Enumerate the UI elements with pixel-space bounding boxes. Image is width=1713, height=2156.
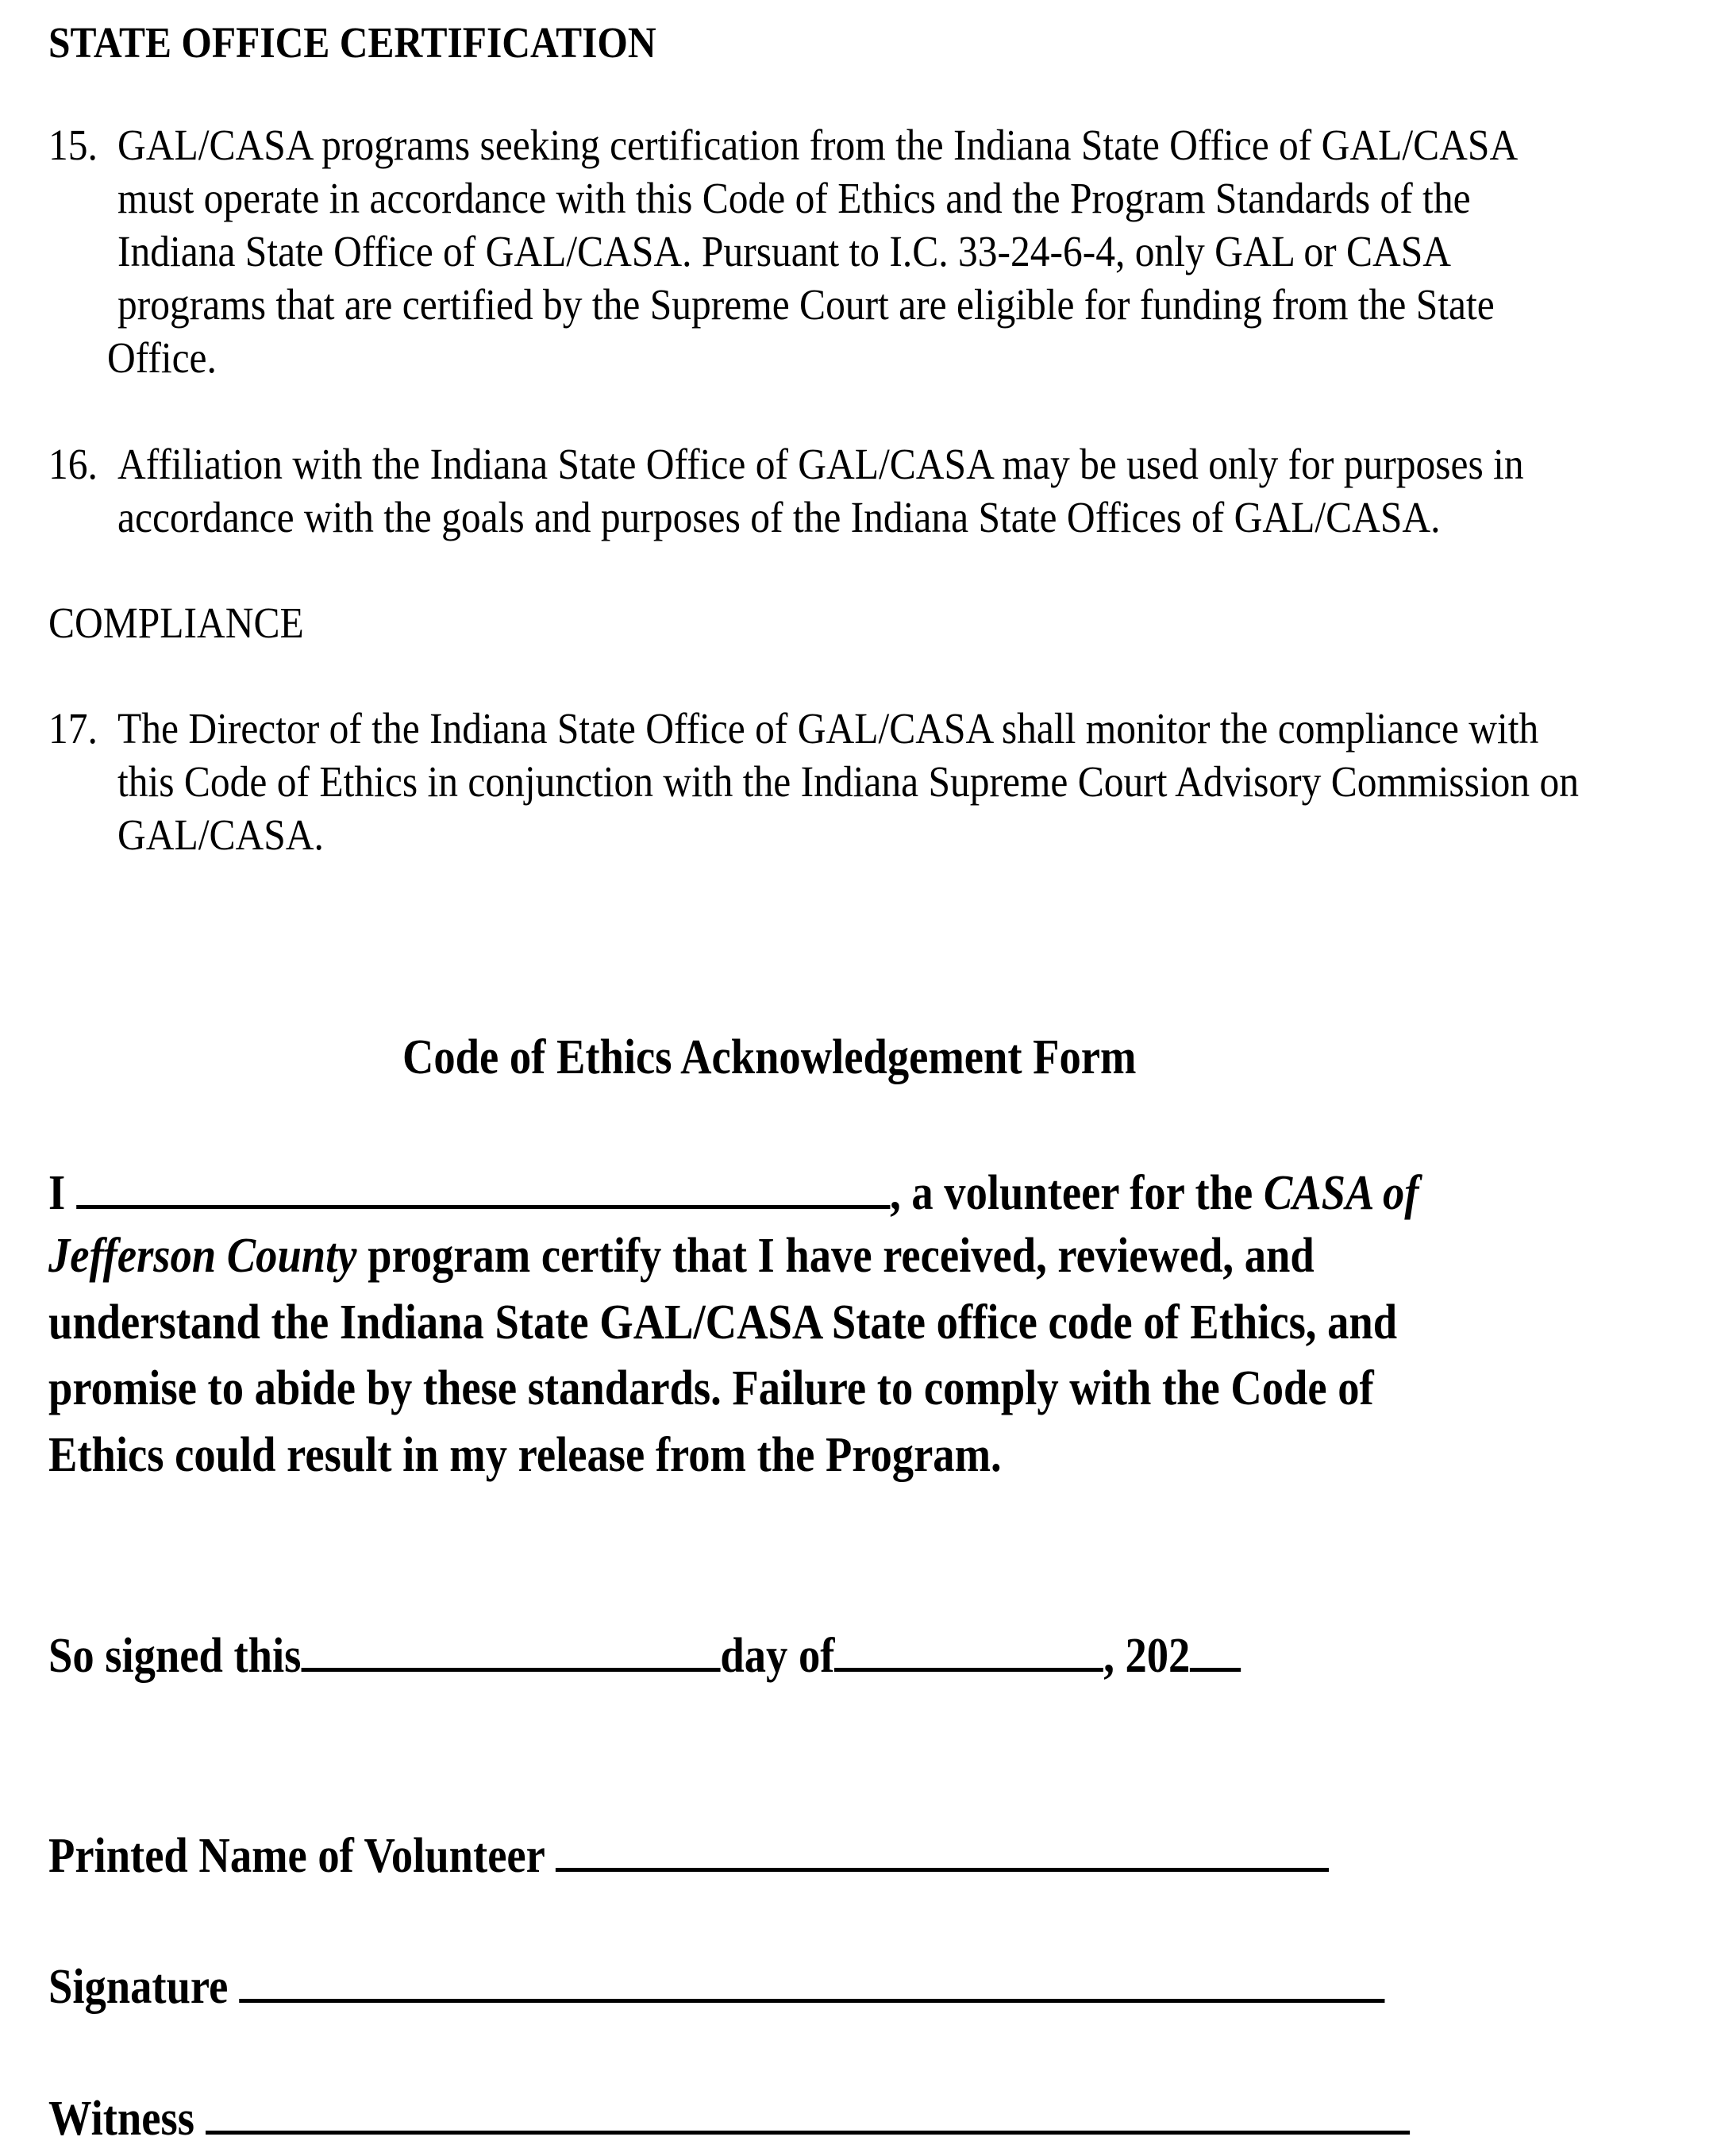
acknowledgement-text: program certify that I have received, reviewed, and — [356, 1229, 1315, 1283]
year-label: , 202 — [1103, 1629, 1191, 1683]
month-blank[interactable] — [834, 1628, 1103, 1672]
item-16-number: 16. — [48, 440, 98, 488]
item-17-line: GAL/CASA. — [117, 810, 324, 859]
item-17-line: The Director of the Indiana State Office of GAL/CASA shall monitor the compliance with — [117, 704, 1539, 753]
county-name: Jefferson County — [48, 1229, 357, 1283]
acknowledgement-line-1 — [48, 1165, 1419, 1218]
compliance-heading: COMPLIANCE — [48, 599, 304, 647]
signature-line — [48, 1959, 1384, 2012]
state-office-heading: STATE OFFICE CERTIFICATION — [48, 18, 656, 67]
item-15-line: Office. — [107, 333, 217, 382]
volunteer-name-blank[interactable] — [76, 1165, 890, 1209]
item-15-number: 15. — [48, 121, 98, 169]
item-15-line: Indiana State Office of GAL/CASA. Pursuant to I.C. 33-24-6-4, only GAL or CASA — [117, 227, 1452, 275]
program-name: CASA of — [1263, 1166, 1419, 1220]
acknowledgement-line-2 — [48, 1229, 1315, 1283]
printed-name-blank[interactable] — [556, 1828, 1329, 1872]
signature-label: Signature — [48, 1960, 240, 2014]
witness-blank[interactable] — [206, 2091, 1410, 2135]
item-15-line: GAL/CASA programs seeking certification from the Indiana State Office of GAL/CASA — [117, 121, 1519, 169]
item-16-line: accordance with the goals and purposes of the Indiana State Offices of GAL/CASA. — [117, 493, 1441, 541]
witness-label: Witness — [48, 2092, 206, 2146]
acknowledgement-line-5: Ethics could result in my release from the Program. — [48, 1428, 1002, 1482]
acknowledgement-line-4: promise to abide by these standards. Failure to comply with the Code of — [48, 1361, 1374, 1415]
item-17-number: 17. — [48, 704, 98, 753]
item-16-line: Affiliation with the Indiana State Office of GAL/CASA may be used only for purposes in — [117, 440, 1524, 488]
form-title: Code of Ethics Acknowledgement Form — [402, 1030, 1137, 1084]
acknowledgement-line-3: understand the Indiana State GAL/CASA State office code of Ethics, and — [48, 1296, 1398, 1349]
year-blank[interactable] — [1190, 1628, 1241, 1672]
volunteer-text: , a volunteer for the — [890, 1166, 1264, 1220]
item-15-line: programs that are certified by the Supreme Court are eligible for funding from the State — [117, 280, 1495, 329]
signed-date-line — [48, 1628, 1241, 1681]
witness-line — [48, 2091, 1410, 2146]
pronoun: I — [48, 1166, 66, 1220]
item-15-line: must operate in accordance with this Code of Ethics and the Program Standards of the — [117, 174, 1471, 222]
day-of-label: day of — [720, 1629, 835, 1683]
signature-blank[interactable] — [239, 1959, 1384, 2003]
item-17-line: this Code of Ethics in conjunction with the Indiana Supreme Court Advisory Commission on — [117, 757, 1579, 806]
signed-label: So signed this — [48, 1629, 302, 1683]
printed-name-line — [48, 1828, 1329, 1881]
day-blank[interactable] — [301, 1628, 720, 1672]
printed-name-label: Printed Name of Volunteer — [48, 1829, 556, 1883]
